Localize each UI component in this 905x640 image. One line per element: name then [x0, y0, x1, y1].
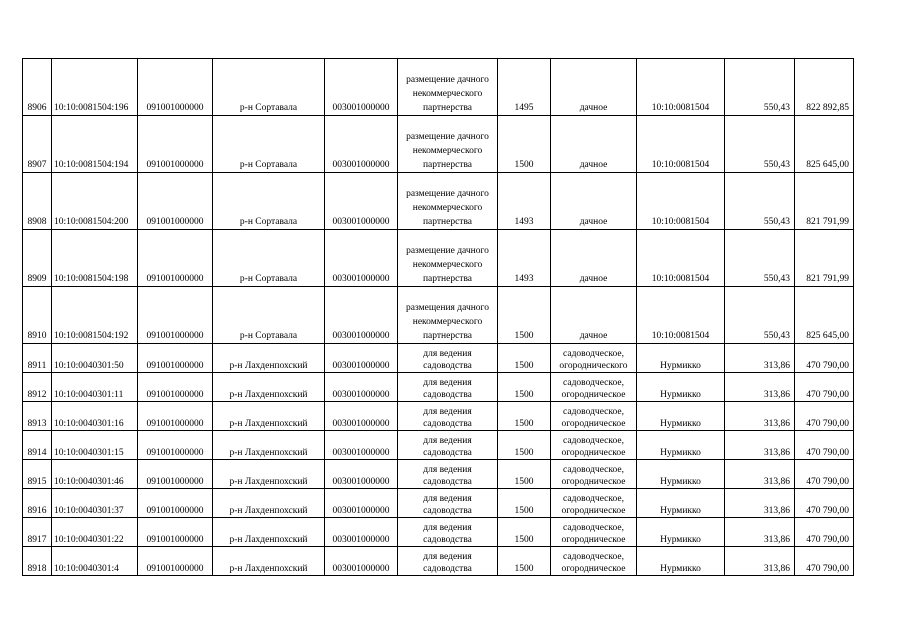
area-cell: 1500: [498, 116, 551, 173]
area-cell: 1500: [498, 431, 551, 460]
cadastral-number-cell: 10:10:0040301:11: [52, 373, 138, 402]
row-number-cell: 8911: [23, 344, 52, 373]
area-cell: 1500: [498, 547, 551, 576]
category-code-cell: 003001000000: [325, 431, 398, 460]
row-number-cell: 8909: [23, 230, 52, 287]
row-number-cell: 8917: [23, 518, 52, 547]
category-code-cell: 003001000000: [325, 547, 398, 576]
cadastral-value-cell: 825 645,00: [795, 116, 854, 173]
district-cell: р-н Сортавала: [213, 116, 325, 173]
category-code-cell: 003001000000: [325, 460, 398, 489]
row-number-cell: 8913: [23, 402, 52, 431]
area-cell: 1500: [498, 460, 551, 489]
cadastral-value-cell: 470 790,00: [795, 518, 854, 547]
specific-value-cell: 313,86: [725, 460, 795, 489]
okato-code-cell: 091001000000: [138, 116, 213, 173]
category-code-cell: 003001000000: [325, 402, 398, 431]
cadastral-value-cell: 821 791,99: [795, 230, 854, 287]
category-code-cell: 003001000000: [325, 173, 398, 230]
district-cell: р-н Лахденпохский: [213, 431, 325, 460]
category-code-cell: 003001000000: [325, 344, 398, 373]
specific-value-cell: 313,86: [725, 431, 795, 460]
cadastral-quarter-cell: 10:10:0081504: [637, 230, 725, 287]
category-code-cell: 003001000000: [325, 230, 398, 287]
cadastral-value-cell: 470 790,00: [795, 402, 854, 431]
cadastral-quarter-cell: Нурмикко: [637, 402, 725, 431]
district-cell: р-н Лахденпохский: [213, 518, 325, 547]
area-cell: 1493: [498, 230, 551, 287]
land-cadastre-table: [22, 58, 854, 576]
table-row: [23, 402, 854, 431]
cadastral-value-cell: 821 791,99: [795, 173, 854, 230]
table-row: [23, 460, 854, 489]
permitted-use-cell: для ведения садоводства: [398, 489, 498, 518]
cadastral-number-cell: 10:10:0081504:196: [52, 59, 138, 116]
permitted-use-cell: для ведения садоводства: [398, 518, 498, 547]
area-cell: 1500: [498, 402, 551, 431]
permitted-use-cell: размещение дачного некоммерческого партнерства: [398, 59, 498, 116]
cadastral-value-cell: 470 790,00: [795, 344, 854, 373]
table-row: [23, 489, 854, 518]
district-cell: р-н Сортавала: [213, 230, 325, 287]
specific-value-cell: 550,43: [725, 173, 795, 230]
cadastral-quarter-cell: Нурмикко: [637, 518, 725, 547]
okato-code-cell: 091001000000: [138, 431, 213, 460]
land-use-type-cell: садоводческое, огородническое: [551, 547, 637, 576]
cadastral-number-cell: 10:10:0081504:200: [52, 173, 138, 230]
okato-code-cell: 091001000000: [138, 518, 213, 547]
category-code-cell: 003001000000: [325, 489, 398, 518]
cadastral-value-cell: 470 790,00: [795, 460, 854, 489]
area-cell: 1500: [498, 373, 551, 402]
cadastral-value-cell: 470 790,00: [795, 547, 854, 576]
permitted-use-cell: размещение дачного некоммерческого партнерства: [398, 173, 498, 230]
cadastral-number-cell: 10:10:0040301:16: [52, 402, 138, 431]
area-cell: 1500: [498, 344, 551, 373]
specific-value-cell: 313,86: [725, 547, 795, 576]
cadastral-quarter-cell: 10:10:0081504: [637, 173, 725, 230]
cadastral-quarter-cell: Нурмикко: [637, 344, 725, 373]
area-cell: 1495: [498, 59, 551, 116]
cadastral-quarter-cell: 10:10:0081504: [637, 287, 725, 344]
cadastral-number-cell: 10:10:0081504:192: [52, 287, 138, 344]
cadastral-number-cell: 10:10:0040301:15: [52, 431, 138, 460]
district-cell: р-н Лахденпохский: [213, 373, 325, 402]
okato-code-cell: 091001000000: [138, 344, 213, 373]
land-use-type-cell: дачное: [551, 116, 637, 173]
category-code-cell: 003001000000: [325, 518, 398, 547]
land-use-type-cell: садоводческое, огородническое: [551, 431, 637, 460]
land-use-type-cell: садоводческое, огородническое: [551, 489, 637, 518]
cadastral-quarter-cell: Нурмикко: [637, 489, 725, 518]
specific-value-cell: 550,43: [725, 116, 795, 173]
permitted-use-cell: для ведения садоводства: [398, 547, 498, 576]
district-cell: р-н Лахденпохский: [213, 547, 325, 576]
category-code-cell: 003001000000: [325, 287, 398, 344]
permitted-use-cell: для ведения садоводства: [398, 402, 498, 431]
row-number-cell: 8915: [23, 460, 52, 489]
okato-code-cell: 091001000000: [138, 230, 213, 287]
permitted-use-cell: размещение дачного некоммерческого партнерства: [398, 230, 498, 287]
okato-code-cell: 091001000000: [138, 547, 213, 576]
specific-value-cell: 313,86: [725, 373, 795, 402]
permitted-use-cell: размещение дачного некоммерческого партнерства: [398, 116, 498, 173]
cadastral-number-cell: 10:10:0040301:22: [52, 518, 138, 547]
district-cell: р-н Лахденпохский: [213, 402, 325, 431]
okato-code-cell: 091001000000: [138, 373, 213, 402]
land-use-type-cell: садоводческое, огородническое: [551, 402, 637, 431]
table-body: [23, 59, 854, 576]
land-use-type-cell: дачное: [551, 287, 637, 344]
specific-value-cell: 313,86: [725, 344, 795, 373]
permitted-use-cell: для ведения садоводства: [398, 373, 498, 402]
land-use-type-cell: дачное: [551, 59, 637, 116]
specific-value-cell: 550,43: [725, 287, 795, 344]
land-use-type-cell: садоводческое, огородническое: [551, 460, 637, 489]
category-code-cell: 003001000000: [325, 116, 398, 173]
cadastral-quarter-cell: Нурмикко: [637, 547, 725, 576]
permitted-use-cell: размещения дачного некоммерческого партнерства: [398, 287, 498, 344]
table-row: [23, 116, 854, 173]
okato-code-cell: 091001000000: [138, 460, 213, 489]
row-number-cell: 8912: [23, 373, 52, 402]
row-number-cell: 8907: [23, 116, 52, 173]
specific-value-cell: 550,43: [725, 59, 795, 116]
table-row: [23, 230, 854, 287]
cadastral-value-cell: 470 790,00: [795, 431, 854, 460]
okato-code-cell: 091001000000: [138, 402, 213, 431]
district-cell: р-н Сортавала: [213, 173, 325, 230]
district-cell: р-н Лахденпохский: [213, 489, 325, 518]
land-use-type-cell: садоводческое, огороднического: [551, 344, 637, 373]
cadastral-number-cell: 10:10:0040301:37: [52, 489, 138, 518]
district-cell: р-н Лахденпохский: [213, 344, 325, 373]
cadastral-value-cell: 470 790,00: [795, 373, 854, 402]
specific-value-cell: 550,43: [725, 230, 795, 287]
table-row: [23, 287, 854, 344]
table-row: [23, 518, 854, 547]
cadastral-quarter-cell: 10:10:0081504: [637, 59, 725, 116]
row-number-cell: 8906: [23, 59, 52, 116]
land-use-type-cell: дачное: [551, 173, 637, 230]
cadastral-value-cell: 825 645,00: [795, 287, 854, 344]
table-row: [23, 547, 854, 576]
cadastral-number-cell: 10:10:0081504:198: [52, 230, 138, 287]
permitted-use-cell: для ведения садоводства: [398, 431, 498, 460]
table-row: [23, 373, 854, 402]
land-use-type-cell: дачное: [551, 230, 637, 287]
specific-value-cell: 313,86: [725, 518, 795, 547]
land-use-type-cell: садоводческое, огородническое: [551, 518, 637, 547]
district-cell: р-н Лахденпохский: [213, 460, 325, 489]
row-number-cell: 8916: [23, 489, 52, 518]
cadastral-number-cell: 10:10:0040301:46: [52, 460, 138, 489]
cadastral-quarter-cell: Нурмикко: [637, 460, 725, 489]
row-number-cell: 8914: [23, 431, 52, 460]
cadastral-number-cell: 10:10:0040301:4: [52, 547, 138, 576]
district-cell: р-н Сортавала: [213, 59, 325, 116]
cadastral-quarter-cell: Нурмикко: [637, 431, 725, 460]
specific-value-cell: 313,86: [725, 402, 795, 431]
area-cell: 1500: [498, 489, 551, 518]
permitted-use-cell: для ведения садоводства: [398, 344, 498, 373]
area-cell: 1493: [498, 173, 551, 230]
area-cell: 1500: [498, 287, 551, 344]
row-number-cell: 8910: [23, 287, 52, 344]
cadastral-quarter-cell: 10:10:0081504: [637, 116, 725, 173]
area-cell: 1500: [498, 518, 551, 547]
table-row: [23, 344, 854, 373]
table-row: [23, 59, 854, 116]
okato-code-cell: 091001000000: [138, 59, 213, 116]
category-code-cell: 003001000000: [325, 59, 398, 116]
category-code-cell: 003001000000: [325, 373, 398, 402]
cadastral-value-cell: 822 892,85: [795, 59, 854, 116]
row-number-cell: 8908: [23, 173, 52, 230]
table-row: [23, 431, 854, 460]
okato-code-cell: 091001000000: [138, 173, 213, 230]
okato-code-cell: 091001000000: [138, 489, 213, 518]
district-cell: р-н Сортавала: [213, 287, 325, 344]
cadastral-number-cell: 10:10:0040301:50: [52, 344, 138, 373]
table-row: [23, 173, 854, 230]
cadastral-value-cell: 470 790,00: [795, 489, 854, 518]
row-number-cell: 8918: [23, 547, 52, 576]
cadastral-quarter-cell: Нурмикко: [637, 373, 725, 402]
cadastral-number-cell: 10:10:0081504:194: [52, 116, 138, 173]
land-use-type-cell: садоводческое, огородническое: [551, 373, 637, 402]
permitted-use-cell: для ведения садоводства: [398, 460, 498, 489]
specific-value-cell: 313,86: [725, 489, 795, 518]
okato-code-cell: 091001000000: [138, 287, 213, 344]
